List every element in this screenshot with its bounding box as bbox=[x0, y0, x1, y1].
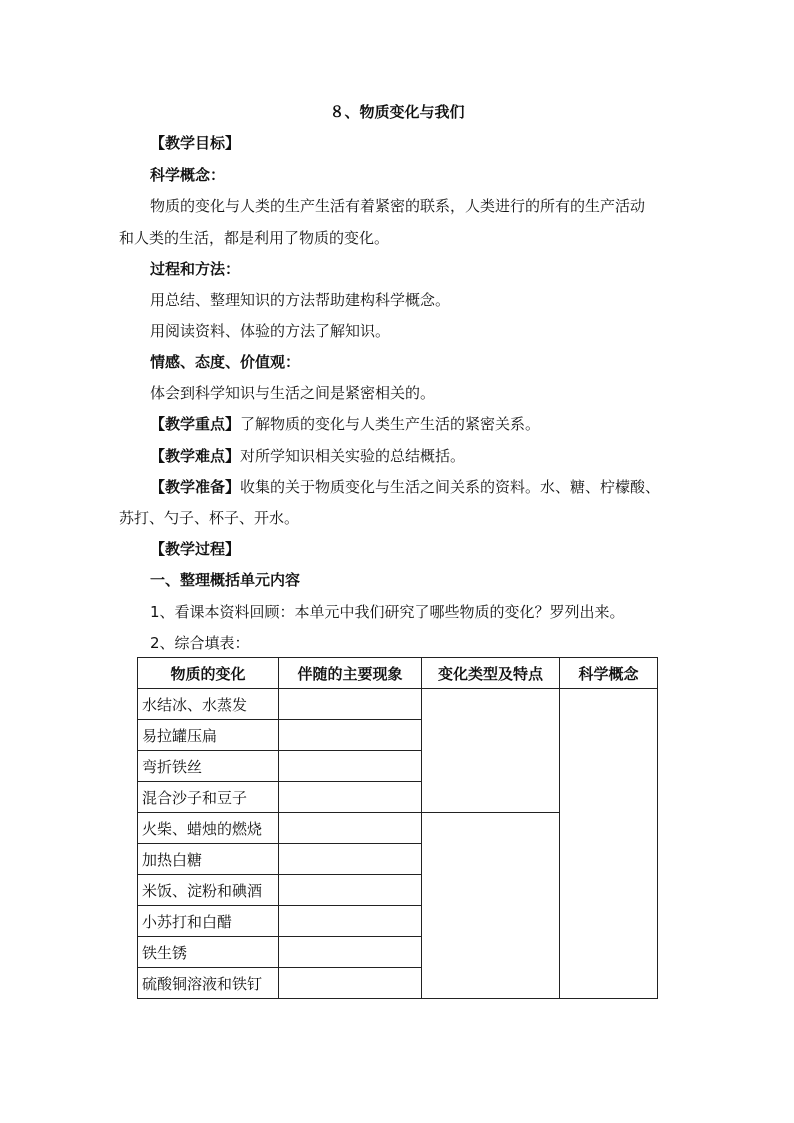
focus-line bbox=[150, 414, 540, 434]
row-label: 水结冰、水蒸发 bbox=[138, 689, 279, 720]
difficulty-text: 对所学知识相关实验的总结概括。 bbox=[240, 447, 466, 465]
phenomenon-cell[interactable] bbox=[279, 782, 422, 813]
row-label: 铁生锈 bbox=[138, 937, 279, 968]
change-type-cell-group2[interactable] bbox=[422, 813, 560, 999]
prep-text-line2: 苏打、勺子、杯子、开水。 bbox=[119, 509, 300, 527]
phenomenon-cell[interactable] bbox=[279, 968, 422, 999]
document-title: ８、物质变化与我们 bbox=[329, 103, 465, 121]
process-section-heading: 【教学过程】 bbox=[150, 540, 241, 558]
phenomenon-cell[interactable] bbox=[279, 844, 422, 875]
row-label: 小苏打和白醋 bbox=[138, 906, 279, 937]
prep-line1 bbox=[150, 477, 660, 497]
phenomenon-cell[interactable] bbox=[279, 720, 422, 751]
focus-label: 【教学重点】 bbox=[150, 415, 241, 433]
phenomenon-cell[interactable] bbox=[279, 937, 422, 968]
table-row bbox=[138, 689, 658, 720]
row-label: 易拉罐压扁 bbox=[138, 720, 279, 751]
phenomenon-cell[interactable] bbox=[279, 906, 422, 937]
table-header-row bbox=[138, 658, 658, 689]
row-label: 火柴、蜡烛的燃烧 bbox=[138, 813, 279, 844]
emotion-text: 体会到科学知识与生活之间是紧密相关的。 bbox=[150, 384, 436, 402]
focus-text: 了解物质的变化与人类生产生活的紧密关系。 bbox=[240, 415, 541, 433]
difficulty-line bbox=[150, 446, 465, 466]
row-label: 硫酸铜溶液和铁钉 bbox=[138, 968, 279, 999]
emotion-heading: 情感、态度、价值观： bbox=[150, 353, 301, 371]
science-concept-cell[interactable] bbox=[560, 689, 658, 999]
phenomenon-cell[interactable] bbox=[279, 689, 422, 720]
prep-label: 【教学准备】 bbox=[150, 478, 241, 496]
concept-text-line2: 和人类的生活，都是利用了物质的变化。 bbox=[119, 229, 390, 247]
phenomenon-cell[interactable] bbox=[279, 813, 422, 844]
step2-text: 2、综合填表： bbox=[150, 634, 250, 652]
process-text-line2: 用阅读资料、体验的方法了解知识。 bbox=[150, 322, 391, 340]
header-science-concept: 科学概念 bbox=[560, 658, 658, 689]
process-heading: 过程和方法： bbox=[150, 260, 241, 278]
header-change-type: 变化类型及特点 bbox=[422, 658, 560, 689]
header-phenomenon: 伴随的主要现象 bbox=[279, 658, 422, 689]
change-type-cell-group1[interactable] bbox=[422, 689, 560, 813]
concept-text-line1: 物质的变化与人类的生产生活有着紧密的联系，人类进行的所有的生产活动 bbox=[150, 197, 646, 215]
concept-heading: 科学概念： bbox=[150, 166, 226, 184]
row-label: 米饭、淀粉和碘酒 bbox=[138, 875, 279, 906]
prep-text-line1: 收集的关于物质变化与生活之间关系的资料。水、糖、柠檬酸、 bbox=[240, 478, 661, 496]
summary-table bbox=[137, 657, 658, 999]
row-label: 加热白糖 bbox=[138, 844, 279, 875]
phenomenon-cell[interactable] bbox=[279, 751, 422, 782]
row-label: 混合沙子和豆子 bbox=[138, 782, 279, 813]
step1-text: 1、看课本资料回顾：本单元中我们研究了哪些物质的变化？罗列出来。 bbox=[150, 603, 625, 621]
section1-heading: 一、整理概括单元内容 bbox=[150, 571, 301, 589]
difficulty-label: 【教学难点】 bbox=[150, 447, 241, 465]
row-label: 弯折铁丝 bbox=[138, 751, 279, 782]
process-text-line1: 用总结、整理知识的方法帮助建构科学概念。 bbox=[150, 291, 451, 309]
phenomenon-cell[interactable] bbox=[279, 875, 422, 906]
header-material-change: 物质的变化 bbox=[138, 658, 279, 689]
objectives-heading: 【教学目标】 bbox=[150, 134, 241, 152]
